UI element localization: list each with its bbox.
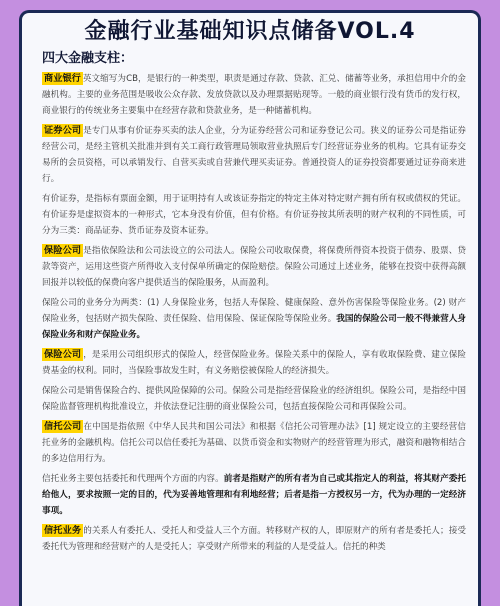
trust-text: 在中国是指依照《中华人民共和国公司法》和根据《信托公司管理办法》[1] 规定设立的主要经营信托业务的金融机构。信托公司以信任委托为基础、以货币资金和实物财产的经营管理为形式，融资和融物相结合的多边信用行为。: [42, 422, 466, 464]
content-body: [22, 51, 478, 555]
term-trust: 信托公司: [44, 421, 82, 432]
insurance-text: 是指依保险法和公司法设立的公司法人。保险公司收取保费，将保费所得资本投资于债券、股票、贷款等资产，运用这些资产所得收入支付保单所确定的保险赔偿。保险公司通过上述业务，能够在投资中获得高额回报并以较低的保费向客户提供适当的保险服务，从而盈利。: [42, 246, 466, 288]
trust-para2-text: 信托业务主要包括委托和代理两个方面的内容。: [42, 474, 224, 484]
term-commercial-bank: 商业银行: [44, 73, 81, 84]
trust-para2-bold: 前者是指财产的所有者为自己或其指定人的利益，将其财产委托给他人，要求按照一定的目的，代为妥善地管理和有利地经营；后者是指一方授权另一方，代为办理的一定经济事项。: [42, 474, 466, 516]
knowledge-card: [19, 10, 481, 606]
securities-paragraph-2: 有价证券，是指标有票面金额，用于证明持有人或该证券指定的特定主体对特定财产拥有所有权或债权的凭证。有价证券是虚拟资本的一种形式，它本身没有价值，但有价格。有价证券按其所表明的财产权利的不同性质，可分为三类：商品证券、货币证券及资本证券。: [42, 194, 466, 236]
commercial-bank-paragraph: [42, 71, 466, 119]
trust-paragraph-2: [42, 471, 466, 519]
page-title: 金融行业基础知识点储备VOL.4: [84, 19, 416, 44]
securities-paragraph: [42, 123, 466, 187]
insurance-paragraph: [42, 243, 466, 291]
insurance-paragraph-3: [42, 347, 466, 379]
commercial-bank-text: 英文缩写为CB，是银行的一种类型，职责是通过存款、贷款、汇兑、储蓄等业务，承担信用中介的金融机构。主要的业务范围是吸收公众存款、发放贷款以及办理票据贴现等。一般的商业银行没有货币的发行权，商业银行的传统业务主要集中在经营存款和贷款业务，是一种储蓄机构。: [42, 74, 466, 116]
trust-para3-text: 的关系人有委托人、受托人和受益人三个方面。转移财产权的人，即原财产的所有者是委托人；接受委托代为管理和经营财产的人是受托人；享受财产所带来的利益的人是受益人。信托的种类: [42, 526, 466, 552]
insurance-paragraph-4: 保险公司是销售保险合约、提供风险保障的公司。保险公司是指经营保险业的经济组织。保险公司，是指经中国保险监督管理机构批准设立，并依法登记注册的商业保险公司，包括直接保险公司和再保险公司。: [42, 386, 466, 412]
term-trust-business: 信托业务: [44, 525, 82, 536]
insurance-para2-text: 保险公司的业务分为两类：(1) 人身保险业务，包括人寿保险、健康保险、意外伤害保险等保险业务。(2) 财产保险业务，包括财产损失保险、责任保险、信用保险、保证保险等保险业务。: [42, 298, 466, 324]
insurance-para2-bold: 我国的保险公司一般不得兼营人身保险业务和财产保险业务。: [42, 314, 466, 340]
insurance-para3-text: ，是采用公司组织形式的保险人，经营保险业务。保险关系中的保险人，享有收取保险费、建立保险费基金的权利。同时，当保险事故发生时，有义务赔偿被保险人的经济损失。: [42, 350, 466, 376]
term-insurance: 保险公司: [44, 245, 82, 256]
term-securities: 证券公司: [44, 125, 82, 136]
securities-text: 是专门从事有价证券买卖的法人企业，分为证券经营公司和证券登记公司。狭义的证券公司是指证券经营公司，是经主管机关批准并到有关工商行政管理局领取营业执照后专门经营证券业务的机构。它具有证券交易所的会员资格，可以承销发行、自营买卖或自营兼代理买卖证券。普通投资人的证券投资都要通过证券商来进行。: [42, 126, 466, 184]
term-insurance-2: 保险公司: [44, 349, 82, 360]
trust-paragraph: [42, 419, 466, 467]
section-title: 四大金融支柱：: [42, 51, 134, 66]
trust-paragraph-3: [42, 523, 466, 555]
insurance-paragraph-2: [42, 295, 466, 343]
